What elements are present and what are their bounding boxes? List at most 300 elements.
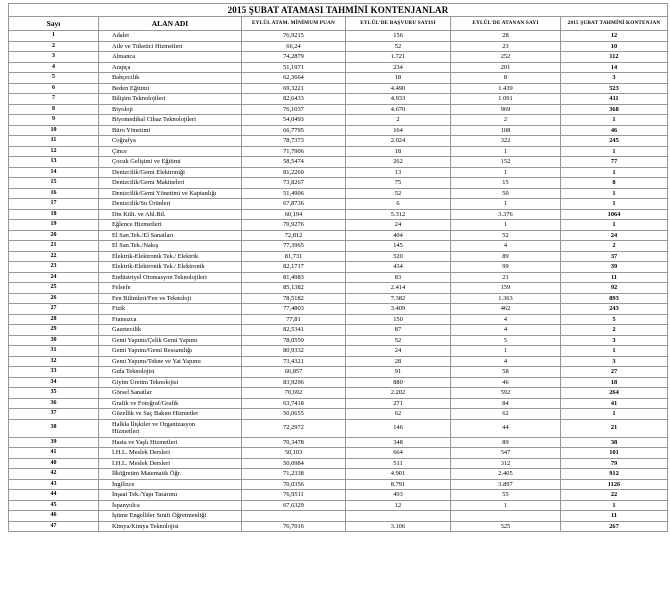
cell-alan-adi bbox=[99, 220, 242, 231]
cell-basvuru-sayisi: 2.024 bbox=[346, 136, 451, 147]
cell-tahmini-kontenjan: 10 bbox=[561, 41, 668, 52]
cell-sayi: 42 bbox=[9, 469, 99, 480]
table-row bbox=[9, 293, 668, 304]
cell-atanan-sayi: 89 bbox=[451, 251, 561, 262]
cell-tahmini-kontenjan: 3 bbox=[561, 335, 668, 346]
cell-alan-adi bbox=[99, 388, 242, 399]
table-row bbox=[9, 388, 668, 399]
cell-basvuru-sayisi: 18 bbox=[346, 73, 451, 84]
cell-tahmini-kontenjan: 79 bbox=[561, 458, 668, 469]
cell-sayi: 10 bbox=[9, 125, 99, 136]
table-row bbox=[9, 94, 668, 105]
cell-basvuru-sayisi: 8.791 bbox=[346, 479, 451, 490]
alan-adi-text: Arapça bbox=[112, 63, 131, 71]
cell-minimum-puan: 83,9296 bbox=[242, 377, 346, 388]
alan-adi-text: Din Kült. ve Ahl.Bil. bbox=[112, 210, 166, 218]
cell-basvuru-sayisi: 493 bbox=[346, 490, 451, 501]
cell-basvuru-sayisi: 4.901 bbox=[346, 469, 451, 480]
cell-tahmini-kontenjan: 243 bbox=[561, 304, 668, 315]
cell-atanan-sayi: 15 bbox=[451, 178, 561, 189]
cell-atanan-sayi: 21 bbox=[451, 272, 561, 283]
alan-adi-text: İspanyolca bbox=[112, 501, 140, 509]
cell-alan-adi bbox=[99, 115, 242, 126]
cell-alan-adi bbox=[99, 437, 242, 448]
cell-basvuru-sayisi: 2.202 bbox=[346, 388, 451, 399]
alan-adi-text: Fizik bbox=[112, 305, 126, 312]
cell-sayi: 35 bbox=[9, 388, 99, 399]
cell-tahmini-kontenjan: 2 bbox=[561, 325, 668, 336]
cell-tahmini-kontenjan: 368 bbox=[561, 104, 668, 115]
alan-adi-text: İngilizce bbox=[112, 480, 135, 488]
cell-atanan-sayi: 3.376 bbox=[451, 209, 561, 220]
column-header-alan-adi: ALAN ADI bbox=[99, 17, 242, 31]
table-row bbox=[9, 52, 668, 63]
table-row bbox=[9, 479, 668, 490]
cell-sayi: 9 bbox=[9, 115, 99, 126]
cell-basvuru-sayisi: 511 bbox=[346, 458, 451, 469]
cell-tahmini-kontenjan: 24 bbox=[561, 230, 668, 241]
cell-atanan-sayi: 1 bbox=[451, 199, 561, 210]
cell-alan-adi bbox=[99, 209, 242, 220]
alan-adi-text: İlköğretim Matematik Öğr. bbox=[112, 470, 182, 477]
cell-basvuru-sayisi: 348 bbox=[346, 437, 451, 448]
cell-tahmini-kontenjan: 18 bbox=[561, 377, 668, 388]
cell-atanan-sayi: 62 bbox=[451, 409, 561, 420]
cell-minimum-puan: 74,2879 bbox=[242, 52, 346, 63]
cell-sayi: 43 bbox=[9, 479, 99, 490]
cell-minimum-puan: 71,2338 bbox=[242, 469, 346, 480]
cell-atanan-sayi: 525 bbox=[451, 521, 561, 532]
cell-sayi: 31 bbox=[9, 346, 99, 357]
cell-alan-adi bbox=[99, 136, 242, 147]
alan-adi-text: Gemi Yapımı/Gemi Ressamlığı bbox=[112, 347, 193, 354]
alan-adi-text: İnşaat Tek./Yapı Tasarımı bbox=[112, 491, 178, 498]
cell-tahmini-kontenjan: 3 bbox=[561, 73, 668, 84]
cell-basvuru-sayisi: 164 bbox=[346, 125, 451, 136]
cell-sayi: 12 bbox=[9, 146, 99, 157]
cell-minimum-puan: 69,3221 bbox=[242, 83, 346, 94]
alan-adi-text: Elektrik-Elektronik Tek./ Elektronik bbox=[112, 263, 205, 270]
cell-basvuru-sayisi: 4.670 bbox=[346, 104, 451, 115]
cell-minimum-puan: 66,24 bbox=[242, 41, 346, 52]
cell-sayi: 45 bbox=[9, 500, 99, 511]
alan-adi-text: Denizcilik/Gemi Makineleri bbox=[112, 179, 185, 186]
cell-basvuru-sayisi: 91 bbox=[346, 367, 451, 378]
table-row bbox=[9, 136, 668, 147]
table-row bbox=[9, 146, 668, 157]
cell-minimum-puan: 72,812 bbox=[242, 230, 346, 241]
cell-minimum-puan: 81,731 bbox=[242, 251, 346, 262]
alan-adi-text: Gemi Yapımı/Tekne ve Yat Yapımı bbox=[112, 357, 201, 365]
cell-alan-adi bbox=[99, 398, 242, 409]
cell-tahmini-kontenjan: 411 bbox=[561, 94, 668, 105]
cell-minimum-puan: 76,9511 bbox=[242, 490, 346, 501]
cell-atanan-sayi: 312 bbox=[451, 458, 561, 469]
table-row bbox=[9, 283, 668, 294]
cell-tahmini-kontenjan: 22 bbox=[561, 490, 668, 501]
cell-tahmini-kontenjan: 1 bbox=[561, 188, 668, 199]
cell-tahmini-kontenjan: 2 bbox=[561, 241, 668, 252]
cell-atanan-sayi: 462 bbox=[451, 304, 561, 315]
cell-minimum-puan: 73,8267 bbox=[242, 178, 346, 189]
cell-alan-adi bbox=[99, 356, 242, 367]
cell-minimum-puan: 66,857 bbox=[242, 367, 346, 378]
table-row bbox=[9, 230, 668, 241]
cell-minimum-puan: 58,5474 bbox=[242, 157, 346, 168]
cell-tahmini-kontenjan: 264 bbox=[561, 388, 668, 399]
table-row bbox=[9, 304, 668, 315]
cell-minimum-puan bbox=[242, 511, 346, 522]
cell-tahmini-kontenjan: 1 bbox=[561, 146, 668, 157]
alan-adi-text: Felsefe bbox=[112, 284, 131, 291]
alan-adi-text: Görsel Sanatlar bbox=[112, 389, 152, 396]
cell-alan-adi bbox=[99, 73, 242, 84]
cell-tahmini-kontenjan: 41 bbox=[561, 398, 668, 409]
cell-minimum-puan: 81,2269 bbox=[242, 167, 346, 178]
cell-alan-adi bbox=[99, 241, 242, 252]
cell-sayi: 47 bbox=[9, 521, 99, 532]
cell-atanan-sayi bbox=[451, 511, 561, 522]
cell-atanan-sayi: 1.439 bbox=[451, 83, 561, 94]
table-row bbox=[9, 335, 668, 346]
cell-alan-adi bbox=[99, 94, 242, 105]
cell-tahmini-kontenjan: 37 bbox=[561, 251, 668, 262]
column-header-tahmini-kontenjan: 2015 ŞUBAT TAHMİNİ KONTENJAN bbox=[561, 17, 668, 31]
cell-alan-adi bbox=[99, 188, 242, 199]
alan-adi-text: Fransızca bbox=[112, 315, 137, 323]
cell-atanan-sayi: 322 bbox=[451, 136, 561, 147]
cell-atanan-sayi: 44 bbox=[451, 419, 561, 437]
alan-adi-text: Endüstriyel Otomasyon Teknolojileri bbox=[112, 273, 207, 281]
cell-basvuru-sayisi: 145 bbox=[346, 241, 451, 252]
cell-sayi: 15 bbox=[9, 178, 99, 189]
cell-minimum-puan: 63,7418 bbox=[242, 398, 346, 409]
cell-sayi: 16 bbox=[9, 188, 99, 199]
cell-tahmini-kontenjan: 1 bbox=[561, 220, 668, 231]
cell-minimum-puan: 78,7373 bbox=[242, 136, 346, 147]
cell-alan-adi bbox=[99, 125, 242, 136]
alan-adi-text: Adalet bbox=[112, 32, 130, 39]
cell-basvuru-sayisi: 4.933 bbox=[346, 94, 451, 105]
cell-sayi: 1 bbox=[9, 31, 99, 42]
cell-alan-adi bbox=[99, 62, 242, 73]
cell-basvuru-sayisi: 146 bbox=[346, 419, 451, 437]
cell-atanan-sayi: 3.897 bbox=[451, 479, 561, 490]
cell-alan-adi bbox=[99, 314, 242, 325]
table-row bbox=[9, 83, 668, 94]
alan-adi-text: Halkla İlişkiler ve Organizasyon Hizmetleri bbox=[112, 420, 196, 435]
cell-basvuru-sayisi: 75 bbox=[346, 178, 451, 189]
cell-tahmini-kontenjan: 267 bbox=[561, 521, 668, 532]
cell-alan-adi bbox=[99, 157, 242, 168]
table-row bbox=[9, 167, 668, 178]
table-row bbox=[9, 458, 668, 469]
table-row bbox=[9, 521, 668, 532]
cell-atanan-sayi: 58 bbox=[451, 367, 561, 378]
cell-minimum-puan: 73,4321 bbox=[242, 356, 346, 367]
alan-adi-text: Coğrafya bbox=[112, 137, 136, 144]
cell-sayi: 44 bbox=[9, 490, 99, 501]
cell-sayi: 22 bbox=[9, 251, 99, 262]
alan-adi-text: Eğlence Hizmetleri bbox=[112, 221, 162, 228]
column-header-basvuru-sayisi: EYLÜL'DE BAŞVURU SAYISI bbox=[346, 17, 451, 31]
cell-atanan-sayi: 1 bbox=[451, 220, 561, 231]
cell-alan-adi bbox=[99, 178, 242, 189]
table-row bbox=[9, 241, 668, 252]
cell-basvuru-sayisi: 87 bbox=[346, 325, 451, 336]
cell-atanan-sayi: 1.363 bbox=[451, 293, 561, 304]
cell-atanan-sayi: 201 bbox=[451, 62, 561, 73]
cell-atanan-sayi: 50 bbox=[451, 188, 561, 199]
cell-minimum-puan: 77,3965 bbox=[242, 241, 346, 252]
cell-atanan-sayi: 4 bbox=[451, 356, 561, 367]
cell-tahmini-kontenjan: 245 bbox=[561, 136, 668, 147]
table-row bbox=[9, 188, 668, 199]
cell-atanan-sayi: 1 bbox=[451, 146, 561, 157]
alan-adi-text: Çocuk Gelişimi ve Eğitimi bbox=[112, 158, 181, 165]
cell-sayi: 7 bbox=[9, 94, 99, 105]
cell-atanan-sayi: 1 bbox=[451, 500, 561, 511]
table-row bbox=[9, 62, 668, 73]
cell-sayi: 25 bbox=[9, 283, 99, 294]
cell-minimum-puan: 70,692 bbox=[242, 388, 346, 399]
cell-basvuru-sayisi: 2.414 bbox=[346, 283, 451, 294]
table-row bbox=[9, 367, 668, 378]
cell-basvuru-sayisi: 24 bbox=[346, 220, 451, 231]
cell-minimum-puan: 72,2972 bbox=[242, 419, 346, 437]
cell-sayi: 27 bbox=[9, 304, 99, 315]
cell-alan-adi bbox=[99, 262, 242, 273]
cell-basvuru-sayisi: 12 bbox=[346, 500, 451, 511]
cell-sayi: 18 bbox=[9, 209, 99, 220]
table-row bbox=[9, 157, 668, 168]
cell-alan-adi bbox=[99, 31, 242, 42]
cell-basvuru-sayisi: 6 bbox=[346, 199, 451, 210]
cell-alan-adi bbox=[99, 479, 242, 490]
alan-adi-text: Grafik ve Fotoğraf/Grafik bbox=[112, 399, 179, 407]
cell-minimum-puan: 85,1382 bbox=[242, 283, 346, 294]
cell-atanan-sayi: 8 bbox=[451, 73, 561, 84]
alan-adi-text: İ.H.L. Meslek Dersleri bbox=[112, 449, 171, 456]
column-header-minimum-puan: EYLÜL ATAM. MİNİMUM PUAN bbox=[242, 17, 346, 31]
cell-basvuru-sayisi: 3.106 bbox=[346, 521, 451, 532]
cell-alan-adi bbox=[99, 409, 242, 420]
cell-sayi: 11 bbox=[9, 136, 99, 147]
cell-tahmini-kontenjan: 5 bbox=[561, 314, 668, 325]
cell-basvuru-sayisi: 5.312 bbox=[346, 209, 451, 220]
cell-tahmini-kontenjan: 1 bbox=[561, 500, 668, 511]
alan-adi-text: Bahçecilik bbox=[112, 74, 140, 81]
alan-adi-text: Elektrik-Elektronik Tek./ Elektrik bbox=[112, 252, 199, 260]
cell-alan-adi bbox=[99, 346, 242, 357]
cell-sayi: 38 bbox=[9, 419, 99, 437]
cell-sayi: 30 bbox=[9, 335, 99, 346]
table-row bbox=[9, 220, 668, 231]
cell-basvuru-sayisi: 52 bbox=[346, 41, 451, 52]
table-body bbox=[9, 31, 668, 532]
table-row bbox=[9, 251, 668, 262]
cell-atanan-sayi: 2.405 bbox=[451, 469, 561, 480]
cell-alan-adi bbox=[99, 500, 242, 511]
quota-table bbox=[8, 3, 668, 532]
cell-minimum-puan: 50,0984 bbox=[242, 458, 346, 469]
table-row bbox=[9, 272, 668, 283]
table-row bbox=[9, 490, 668, 501]
cell-alan-adi bbox=[99, 199, 242, 210]
table-row bbox=[9, 125, 668, 136]
cell-tahmini-kontenjan: 3 bbox=[561, 356, 668, 367]
alan-adi-text: El San.Tek./Nakış bbox=[112, 242, 159, 249]
cell-atanan-sayi: 969 bbox=[451, 104, 561, 115]
cell-basvuru-sayisi: 434 bbox=[346, 262, 451, 273]
cell-atanan-sayi: 1 bbox=[451, 167, 561, 178]
cell-basvuru-sayisi bbox=[346, 511, 451, 522]
cell-minimum-puan: 70,9276 bbox=[242, 220, 346, 231]
cell-basvuru-sayisi: 2 bbox=[346, 115, 451, 126]
cell-minimum-puan: 78,5182 bbox=[242, 293, 346, 304]
cell-alan-adi bbox=[99, 293, 242, 304]
cell-tahmini-kontenjan: 1 bbox=[561, 167, 668, 178]
table-row bbox=[9, 262, 668, 273]
cell-sayi: 2 bbox=[9, 41, 99, 52]
table-row bbox=[9, 511, 668, 522]
cell-sayi: 8 bbox=[9, 104, 99, 115]
cell-minimum-puan: 82,5341 bbox=[242, 325, 346, 336]
cell-basvuru-sayisi: 52 bbox=[346, 335, 451, 346]
table-row bbox=[9, 31, 668, 42]
table-row bbox=[9, 377, 668, 388]
cell-atanan-sayi: 252 bbox=[451, 52, 561, 63]
alan-adi-text: Aile ve Tüketici Hizmetleri bbox=[112, 42, 183, 50]
cell-alan-adi bbox=[99, 52, 242, 63]
cell-minimum-puan: 77,4803 bbox=[242, 304, 346, 315]
cell-minimum-puan: 70,0356 bbox=[242, 479, 346, 490]
cell-basvuru-sayisi: 4.490 bbox=[346, 83, 451, 94]
table-header-row bbox=[9, 17, 668, 31]
table-row bbox=[9, 419, 668, 437]
alan-adi-text: İşitme Engelliler Sınıfı Öğretmenliği bbox=[112, 512, 207, 519]
cell-basvuru-sayisi: 83 bbox=[346, 272, 451, 283]
cell-tahmini-kontenjan: 893 bbox=[561, 293, 668, 304]
page-title: 2015 ŞUBAT ATAMASI TAHMİNİ KONTENJANLAR bbox=[9, 4, 668, 17]
cell-basvuru-sayisi: 24 bbox=[346, 346, 451, 357]
cell-minimum-puan: 70,3478 bbox=[242, 437, 346, 448]
table-row bbox=[9, 199, 668, 210]
cell-atanan-sayi: 159 bbox=[451, 283, 561, 294]
cell-tahmini-kontenjan: 27 bbox=[561, 367, 668, 378]
cell-alan-adi bbox=[99, 511, 242, 522]
alan-adi-text: Çince bbox=[112, 147, 127, 155]
cell-basvuru-sayisi: 664 bbox=[346, 448, 451, 459]
cell-atanan-sayi: 547 bbox=[451, 448, 561, 459]
cell-basvuru-sayisi: 28 bbox=[346, 356, 451, 367]
cell-minimum-puan: 77,81 bbox=[242, 314, 346, 325]
cell-alan-adi bbox=[99, 325, 242, 336]
cell-tahmini-kontenjan: 912 bbox=[561, 469, 668, 480]
cell-alan-adi bbox=[99, 167, 242, 178]
cell-tahmini-kontenjan: 1 bbox=[561, 115, 668, 126]
cell-alan-adi bbox=[99, 521, 242, 532]
cell-tahmini-kontenjan: 14 bbox=[561, 62, 668, 73]
cell-sayi: 46 bbox=[9, 511, 99, 522]
title-row bbox=[9, 4, 668, 17]
cell-tahmini-kontenjan: 92 bbox=[561, 283, 668, 294]
cell-sayi: 29 bbox=[9, 325, 99, 336]
cell-atanan-sayi: 1 bbox=[451, 346, 561, 357]
cell-tahmini-kontenjan: 39 bbox=[561, 262, 668, 273]
table-row bbox=[9, 209, 668, 220]
cell-basvuru-sayisi: 234 bbox=[346, 62, 451, 73]
alan-adi-text: Kimya/Kimya Teknolojisi bbox=[112, 522, 179, 530]
cell-atanan-sayi: 4 bbox=[451, 325, 561, 336]
cell-sayi: 28 bbox=[9, 314, 99, 325]
alan-adi-text: Fen Bilimleri/Fen ve Teknoloji bbox=[112, 294, 192, 302]
alan-adi-text: Büro Yönetimi bbox=[112, 126, 151, 134]
cell-atanan-sayi: 108 bbox=[451, 125, 561, 136]
cell-tahmini-kontenjan: 11 bbox=[561, 272, 668, 283]
table-row bbox=[9, 73, 668, 84]
cell-minimum-puan: 66,7795 bbox=[242, 125, 346, 136]
cell-atanan-sayi: 84 bbox=[451, 398, 561, 409]
cell-tahmini-kontenjan: 101 bbox=[561, 448, 668, 459]
cell-minimum-puan: 60,194 bbox=[242, 209, 346, 220]
cell-basvuru-sayisi: 3.409 bbox=[346, 304, 451, 315]
alan-adi-text: Güzellik ve Saç Bakım Hizmetler bbox=[112, 410, 199, 417]
cell-sayi: 36 bbox=[9, 398, 99, 409]
cell-sayi: 37 bbox=[9, 409, 99, 420]
table-row bbox=[9, 115, 668, 126]
cell-atanan-sayi: 52 bbox=[451, 230, 561, 241]
table-row bbox=[9, 500, 668, 511]
cell-alan-adi bbox=[99, 377, 242, 388]
table-row bbox=[9, 437, 668, 448]
cell-basvuru-sayisi: 404 bbox=[346, 230, 451, 241]
cell-tahmini-kontenjan: 523 bbox=[561, 83, 668, 94]
cell-sayi: 19 bbox=[9, 220, 99, 231]
cell-basvuru-sayisi: 1.721 bbox=[346, 52, 451, 63]
cell-minimum-puan: 76,1037 bbox=[242, 104, 346, 115]
cell-minimum-puan: 71,7906 bbox=[242, 146, 346, 157]
cell-alan-adi bbox=[99, 104, 242, 115]
cell-tahmini-kontenjan: 46 bbox=[561, 125, 668, 136]
table-row bbox=[9, 325, 668, 336]
cell-minimum-puan: 67,8736 bbox=[242, 199, 346, 210]
cell-basvuru-sayisi: 262 bbox=[346, 157, 451, 168]
cell-sayi: 14 bbox=[9, 167, 99, 178]
cell-tahmini-kontenjan: 1 bbox=[561, 346, 668, 357]
table-row bbox=[9, 448, 668, 459]
cell-sayi: 32 bbox=[9, 356, 99, 367]
alan-adi-text: Denizcilik/Gemi Yönetimi ve Kaptanlığı bbox=[112, 189, 217, 197]
alan-adi-text: Bilişim Teknolojileri bbox=[112, 95, 166, 102]
cell-basvuru-sayisi: 150 bbox=[346, 314, 451, 325]
cell-sayi: 21 bbox=[9, 241, 99, 252]
cell-sayi: 17 bbox=[9, 199, 99, 210]
table-row bbox=[9, 409, 668, 420]
alan-adi-text: Gemi Yapımı/Çelik Gemi Yapımı bbox=[112, 336, 198, 344]
cell-alan-adi bbox=[99, 251, 242, 262]
cell-atanan-sayi: 2 bbox=[451, 115, 561, 126]
column-header-sayi: Sayı bbox=[9, 17, 99, 31]
cell-basvuru-sayisi: 880 bbox=[346, 377, 451, 388]
alan-adi-text: Gazetecilik bbox=[112, 326, 142, 333]
alan-adi-text: Denizcilik/Gemi Elektroniği bbox=[112, 168, 185, 176]
cell-sayi: 39 bbox=[9, 437, 99, 448]
cell-sayi: 34 bbox=[9, 377, 99, 388]
cell-atanan-sayi: 4 bbox=[451, 314, 561, 325]
table-row bbox=[9, 346, 668, 357]
cell-sayi: 40 bbox=[9, 458, 99, 469]
